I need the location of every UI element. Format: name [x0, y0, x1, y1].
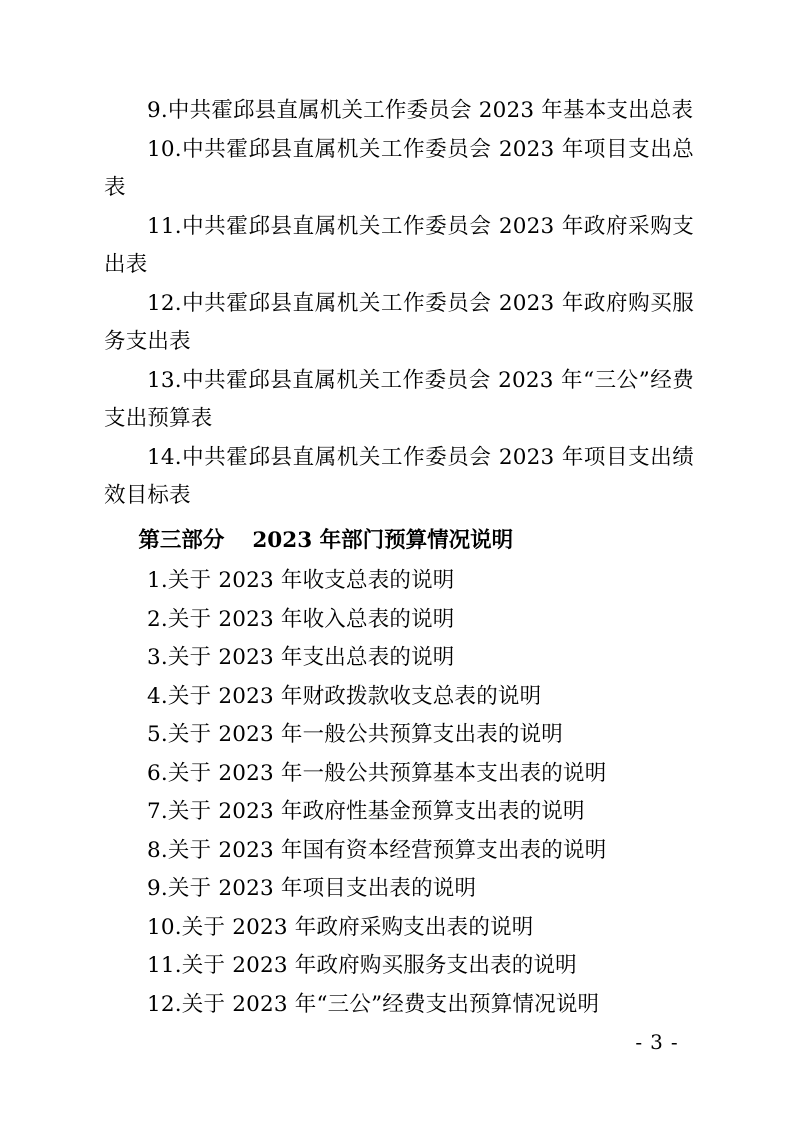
- list-item: 1.关于 2023 年收支总表的说明: [147, 568, 455, 593]
- list-item: 9.关于 2023 年项目支出表的说明: [147, 876, 477, 901]
- list-item: 2.关于 2023 年收入总表的说明: [147, 606, 455, 632]
- explanation-list: [104, 562, 694, 1024]
- list-item: 11.中共霍邱县直属机关工作委员会 2023 年政府采购支出表: [104, 213, 694, 277]
- list-item: 6.关于 2023 年一般公共预算基本支出表的说明: [147, 760, 607, 786]
- page-footer-inner: [0, 1030, 793, 1054]
- list-item: 9.中共霍邱县直属机关工作委员会 2023 年基本支出总表: [147, 98, 694, 123]
- list-item: 10.关于 2023 年政府采购支出表的说明: [147, 914, 534, 940]
- list-item: 8.关于 2023 年国有资本经营预算支出表的说明: [147, 837, 607, 863]
- section-heading: [104, 522, 694, 561]
- section-heading-label: 第三部分: [138, 527, 225, 553]
- footer-left-dash: -: [635, 1030, 643, 1054]
- list-item: 11.关于 2023 年政府购买服务支出表的说明: [147, 953, 577, 978]
- list-item: 13.中共霍邱县直属机关工作委员会 2023 年“三公”经费支出预算表: [104, 367, 694, 431]
- list-item: 14.中共霍邱县直属机关工作委员会 2023 年项目支出绩效目标表: [104, 444, 694, 508]
- list-item: 3.关于 2023 年支出总表的说明: [147, 645, 455, 670]
- list-item: 10.中共霍邱县直属机关工作委员会 2023 年项目支出总表: [104, 136, 694, 200]
- footer-right-dash: -: [670, 1030, 678, 1054]
- attachment-list: [104, 92, 694, 516]
- list-item: 12.中共霍邱县直属机关工作委员会 2023 年政府购买服务支出表: [104, 290, 694, 354]
- page-footer: [0, 1030, 793, 1054]
- section-heading-title: 2023 年部门预算情况说明: [252, 527, 514, 553]
- list-item: 7.关于 2023 年政府性基金预算支出表的说明: [147, 799, 585, 824]
- page-number: 3: [650, 1030, 663, 1054]
- page-content: [104, 92, 694, 1024]
- list-item: 12.关于 2023 年“三公”经费支出预算情况说明: [147, 991, 600, 1017]
- list-item: 5.关于 2023 年一般公共预算支出表的说明: [147, 722, 563, 747]
- list-item: 4.关于 2023 年财政拨款收支总表的说明: [147, 683, 542, 709]
